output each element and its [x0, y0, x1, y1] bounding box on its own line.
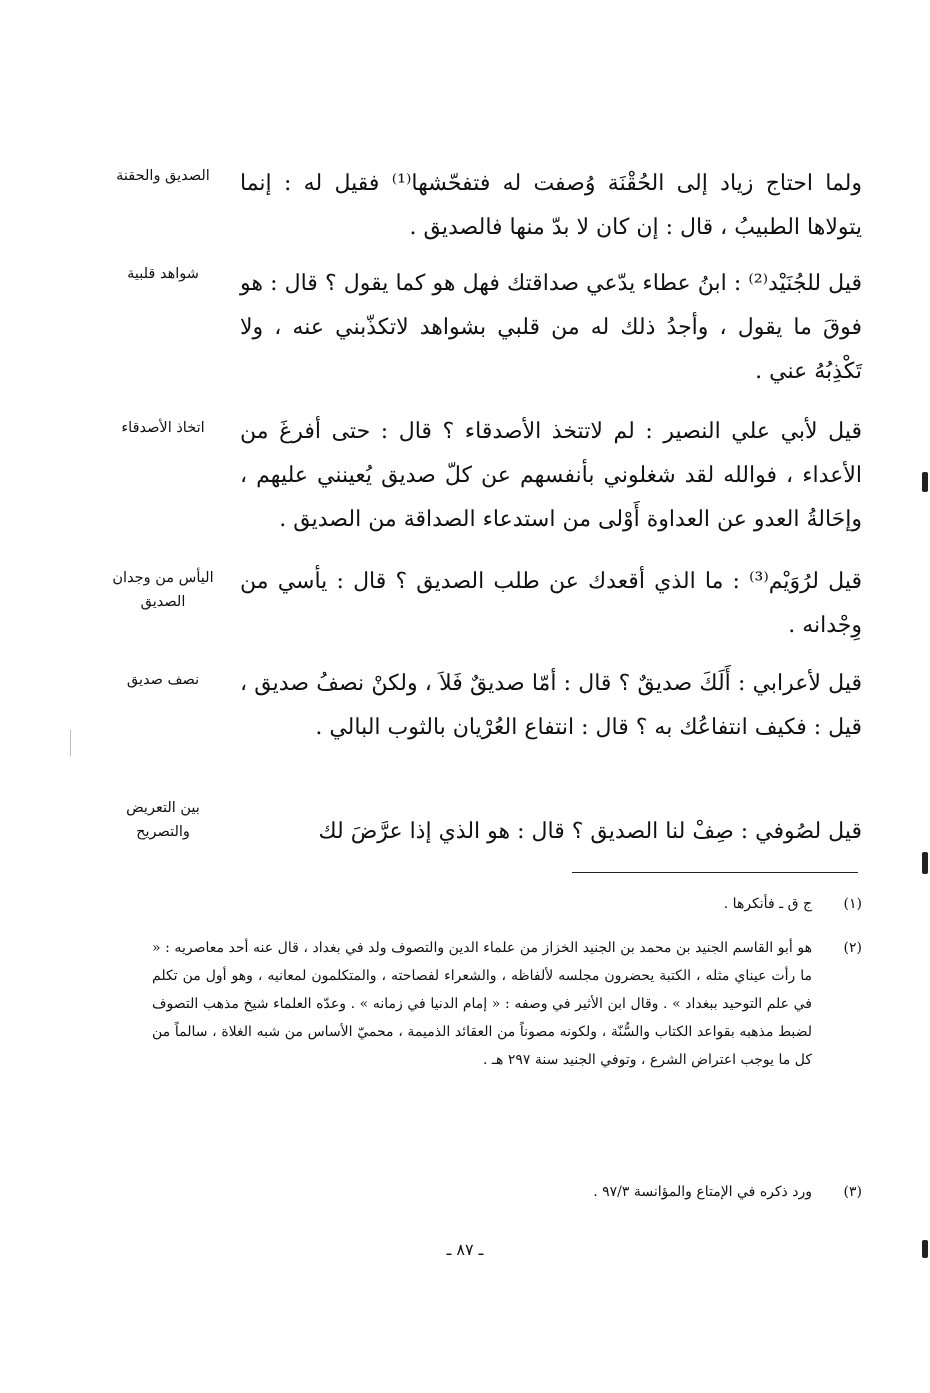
scan-artifact-line: [70, 730, 71, 756]
footnote-separator: [572, 872, 858, 873]
footnote-number: (٢): [843, 940, 862, 956]
paragraph-3: قيل لأبي علي النصير : لم لاتتخذ الأصدقاء ؟ قال : حتى أفرغَ من الأعداء ، فوالله لقد شغلوني بأنفسهم عن كلّ صديق يُعينني عليهم ، وإحَالةُ العدو عن العداوة أَوْلى من استدعاء الصداقة من الصديق .: [240, 419, 862, 532]
footnote-text: ورد ذكره في الإمتاع والمؤانسة ٩٧/٣ .: [593, 1184, 812, 1200]
scan-edge-mark: [922, 1240, 928, 1258]
footnote-3: [152, 1178, 862, 1206]
footnote-number: (١): [843, 896, 862, 912]
paragraph-5: قيل لأعرابي : أَلَكَ صديقٌ ؟ قال : أمّا صديقٌ فَلاَ ، ولكنْ نصفُ صديق ، قيل : فكيف انتفاعُك به ؟ قال : انتفاع العُرْيان بالثوب البالي .: [240, 671, 862, 740]
paragraph-1: ولما احتاج زياد إلى الحُقْنَة وُصفت له فتفحّشها⁽¹⁾ فقيل له : إنما يتولاها الطبيبُ ، قال : إن كان لا بدّ منها فالصديق .: [240, 171, 863, 240]
footnote-1: [152, 890, 862, 918]
margin-note-3: اتخاذ الأصدقاء: [121, 420, 205, 436]
margin-note-5: نصف صديق: [126, 672, 200, 688]
footnote-2: [152, 934, 862, 1074]
paragraph-4: قيل لرُوَيْم⁽³⁾ : ما الذي أقعدك عن طلب الصديق ؟ قال : يأسي من وِجْدانه .: [240, 569, 862, 638]
page-number: ـ ٨٧ ـ: [446, 1240, 484, 1259]
margin-note-6: بين التعريض والتصريح: [126, 800, 200, 840]
scan-edge-mark: [922, 472, 928, 492]
paragraph-2: قيل للجُنَيْد⁽²⁾ : ابنُ عطاء يدّعي صداقتك فهل هو كما يقول ؟ قال : هو فوقَ ما يقول ، وأجدُ ذلك له من قلبي بشواهد لاتكذّبني عنه ، ولا تَكْذِبُهُ عني .: [240, 271, 862, 384]
footnote-number: (٣): [843, 1184, 862, 1200]
scan-edge-mark: [922, 852, 928, 874]
margin-note-1: الصديق والحقنة: [116, 168, 210, 184]
footnote-text: هو أبو القاسم الجنيد بن محمد بن الجنيد الخزاز من علماء الدين والتصوف ولد في بغداد ، قال عنه أحد معاصريه : « ما رأت عيناي مثله ، الكتبة يحضرون مجلسه لألفاظه ، والشعراء لفصاحته ، والمتكلمون لمعانيه ، وهو أول من تكلم في علم التوحيد ببغداد » . وقال ابن الأثير في وصفه : « إمام الدنيا في زمانه » . وعدّه العلماء شيخ مذهب التصوف لضبط مذهبه بقواعد الكتاب والسُّنّة ، ولكونه مصوناً من العقائد الذميمة ، محميّ الأساس من شبه الغلاة ، سالماً من كل ما يوجب اعتراض الشرع ، وتوفي الجنيد سنة ٢٩٧ هـ .: [152, 940, 812, 1068]
footnote-text: ج ق ـ فأنكرها .: [723, 896, 812, 912]
paragraph-6: قيل لصُوفي : صِفْ لنا الصديق ؟ قال : هو الذي إذا عرَّضَ لك: [318, 819, 862, 844]
margin-note-2: شواهد قلبية: [127, 266, 199, 282]
margin-note-4: اليأس من وجدان الصديق: [112, 570, 214, 610]
